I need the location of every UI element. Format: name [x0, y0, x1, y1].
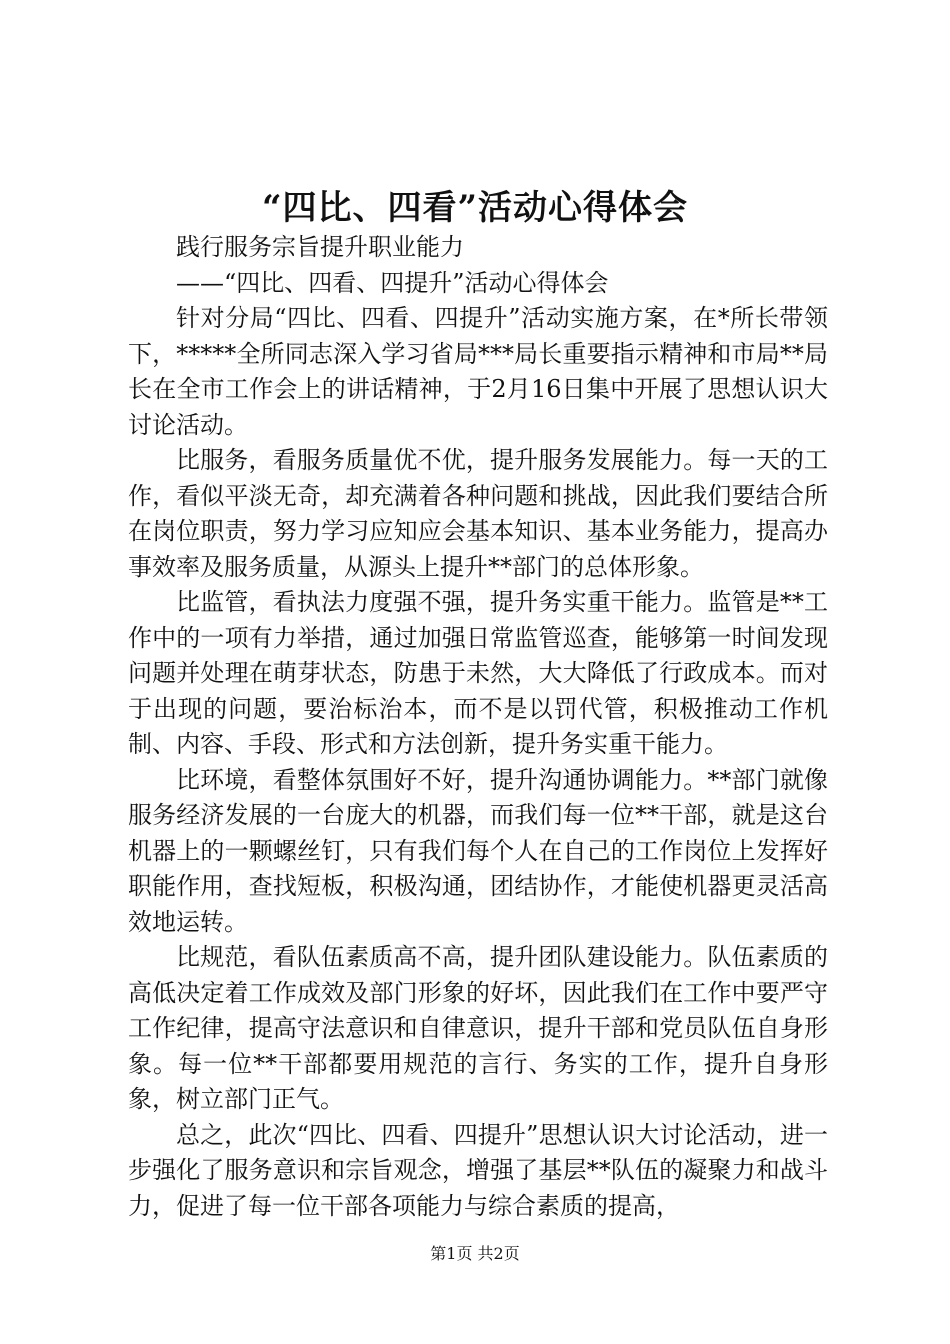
paragraph-standards: 比规范，看队伍素质高不高，提升团队建设能力。队伍素质的高低决定着工作成效及部门形象的好坏，因此我们在工作中要严守工作纪律，提高守法意识和自律意识，提升干部和党员队伍自身形象。每一位**干部都要用规范的言行、务实的工作，提升自身形象，树立部门正气。 [128, 943, 828, 1113]
paragraph-summary: 总之，此次“四比、四看、四提升”思想认识大讨论活动，进一步强化了服务意识和宗旨观念，增强了基层**队伍的凝聚力和战斗力，促进了每一位干部各项能力与综合素质的提高， [128, 1120, 828, 1220]
page-footer: 第1页 共2页 [430, 1244, 520, 1263]
paragraph-service: 比服务，看服务质量优不优，提升服务发展能力。每一天的工作，看似平淡无奇，却充满着各种问题和挑战，因此我们要结合所在岗位职责，努力学习应知应会基本知识、基本业务能力，提高办事效率及服务质量，从源头上提升**部门的总体形象。 [128, 446, 828, 581]
paragraph-supervision: 比监管，看执法力度强不强，提升务实重干能力。监管是**工作中的一项有力举措，通过加强日常监管巡查，能够第一时间发现问题并处理在萌芽状态，防患于未然，大大降低了行政成本。而对于出现的问题，要治标治本，而不是以罚代管，积极推动工作机制、内容、手段、形式和方法创新，提升务实重干能力。 [128, 588, 828, 758]
document-body [128, 230, 828, 1224]
paragraph-subtitle-sub: ——“四比、四看、四提升”活动心得体会 [176, 268, 609, 297]
document-title: “四比、四看”活动心得体会 [261, 188, 689, 228]
paragraph-intro: 针对分局“四比、四看、四提升”活动实施方案，在*所长带领下，*****全所同志深入学习省局***局长重要指示精神和市局**局长在全市工作会上的讲话精神，于2月16日集中开展了思想认识大讨论活动。 [128, 304, 828, 439]
paragraph-environment: 比环境，看整体氛围好不好，提升沟通协调能力。**部门就像服务经济发展的一台庞大的机器，而我们每一位**干部，就是这台机器上的一颗螺丝钉，只有我们每个人在自己的工作岗位上发挥好职能作用，查找短板，积极沟通，团结协作，才能使机器更灵活高效地运转。 [128, 765, 828, 936]
paragraph-subtitle: 践行服务宗旨提升职业能力 [176, 233, 464, 261]
